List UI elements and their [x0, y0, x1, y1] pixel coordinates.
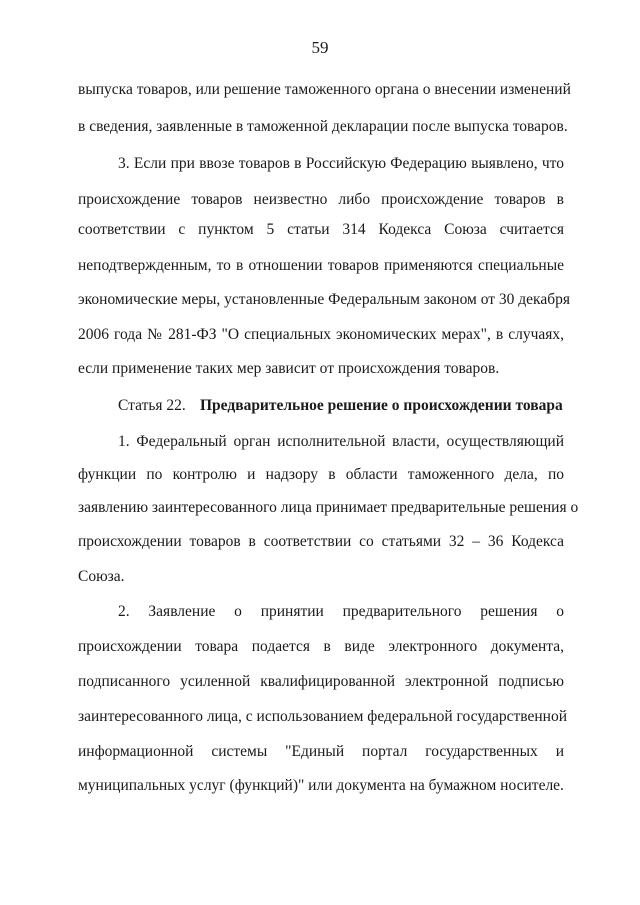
text-line: заявлению заинтересованного лица принимает предварительные решения о: [78, 499, 579, 516]
text-line: в сведения, заявленные в таможенной декларации после выпуска товаров.: [78, 118, 568, 135]
text-line: соответствии с пунктом 5 статьи 314 Кодекса Союза считается: [78, 221, 564, 238]
text-line: происхождении товаров в соответствии со статьями 32 – 36 Кодекса: [78, 533, 564, 550]
text-line: заинтересованного лица, с использованием федеральной государственной: [78, 708, 568, 725]
text-line: подписанного усиленной квалифицированной электронной подписью: [78, 673, 564, 690]
text-line: неподтвержденным, то в отношении товаров применяются специальные: [78, 257, 564, 274]
article-label: Статья 22.: [118, 397, 186, 414]
text-line: выпуска товаров, или решение таможенного органа о внесении изменений: [78, 81, 571, 98]
text-line: 2006 года № 281-ФЗ "О специальных экономических мерах", в случаях,: [78, 326, 564, 343]
text-line: Союза.: [78, 568, 125, 585]
text-line: информационной системы "Единый портал государственных и: [78, 743, 564, 760]
text-line: происхождении товара подается в виде электронного документа,: [78, 638, 564, 655]
text-line: муниципальных услуг (функций)" или документа на бумажном носителе.: [78, 777, 564, 794]
text-line: если применение таких мер зависит от происхождения товаров.: [78, 360, 500, 377]
text-line: 2. Заявление о принятии предварительного решения о: [118, 603, 564, 620]
text-line: функции по контролю и надзору в области таможенного дела, по: [78, 466, 564, 483]
text-line: происхождение товаров неизвестно либо происхождение товаров в: [78, 191, 564, 208]
text-line: 1. Федеральный орган исполнительной власти, осуществляющий: [118, 433, 564, 450]
text-line: экономические меры, установленные Федеральным законом от 30 декабря: [78, 291, 570, 308]
article-title: Предварительное решение о происхождении товара: [200, 397, 563, 414]
text-line: 3. Если при ввозе товаров в Российскую Федерацию выявлено, что: [118, 155, 564, 172]
page-number: 59: [311, 38, 329, 57]
